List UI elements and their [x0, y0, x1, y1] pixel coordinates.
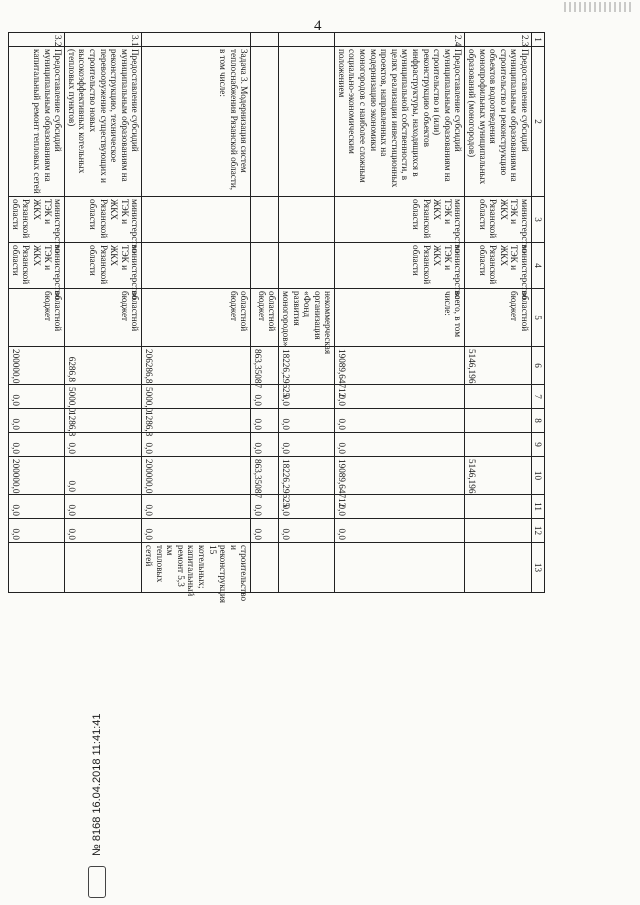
table-cell: 0,0 [9, 519, 65, 543]
table-cell: областной бюджет [251, 289, 279, 347]
header-cell: 5 [532, 289, 545, 347]
table-cell: 0,0 [9, 409, 65, 433]
table-cell: 5000,0 [65, 385, 142, 409]
table-cell: 863,35087 [251, 457, 279, 495]
table-cell: 18226,29625 [279, 457, 335, 495]
table-cell: 0,0 [251, 409, 279, 433]
table-cell: 200000,0 [9, 457, 65, 495]
table-cell: 0,0 [142, 519, 251, 543]
header-cell: 13 [532, 543, 545, 593]
table-cell: 200000,0 [9, 347, 65, 385]
row-number-cell: 3.1 [65, 33, 142, 47]
table-cell: 0,0 [279, 495, 335, 519]
table-cell [251, 243, 279, 289]
row-description-cell [251, 47, 279, 197]
table-cell: министерство ТЭК и ЖКХ Рязанской области [9, 197, 65, 243]
table-cell: 0,0 [9, 385, 65, 409]
row-number-cell [279, 33, 335, 47]
table-cell: 0,0 [65, 457, 142, 495]
registration-footer [86, 598, 108, 898]
table-cell [465, 543, 532, 593]
row-description-cell: Предоставление субсидий муниципальным образованиям на строительство и (или) реконструкцию объектов инфраструктуры, находящихся в муниципальной собственности, в целях реализации инвестиционных проектов, направленных на модернизацию экономики моногородов с наиболее сложным социально-экономическим положением [335, 47, 465, 197]
table-cell: министерство ТЭК и ЖКХ Рязанской области [335, 243, 465, 289]
table-cell [465, 519, 532, 543]
header-cell: 9 [532, 433, 545, 457]
header-cell: 1 [532, 33, 545, 47]
table-cell [465, 409, 532, 433]
header-cell: 10 [532, 457, 545, 495]
table-cell: 18226,29625 [279, 347, 335, 385]
table-cell: 0,0 [279, 409, 335, 433]
header-cell: 3 [532, 197, 545, 243]
row-number-cell [142, 33, 251, 47]
table-cell: 0,0 [142, 433, 251, 457]
table-cell: 0,0 [279, 433, 335, 457]
table-cell: 0,0 [335, 495, 465, 519]
table-cell: областной бюджет [142, 289, 251, 347]
table-cell: 0,0 [335, 385, 465, 409]
table-cell: 200000,0 [142, 457, 251, 495]
table-cell: некоммерческая организация «Фонд развития моногородов» [279, 289, 335, 347]
table-cell: 863,35087 [251, 347, 279, 385]
registration-stamp [88, 866, 106, 898]
table-cell: 0,0 [9, 433, 65, 457]
table-cell: 0,0 [65, 495, 142, 519]
table-cell: областной бюджет [65, 289, 142, 347]
table-cell: строительство и реконструкция 15 котельных; капитальный ремонт 5,3 км тепловых сетей [142, 543, 251, 593]
table-cell [335, 543, 465, 593]
table-cell: 0,0 [9, 495, 65, 519]
table-cell: 1286,8 [142, 409, 251, 433]
header-cell: 2 [532, 47, 545, 197]
table-cell [251, 197, 279, 243]
table-cell: 0,0 [335, 519, 465, 543]
table-cell [142, 243, 251, 289]
row-number-cell: 2.4 [335, 33, 465, 47]
table-cell: 6286,8 [65, 347, 142, 385]
table-cell [251, 543, 279, 593]
table-cell [279, 197, 335, 243]
row-description-cell: Задача 3. Модернизация систем теплоснабжения Рязанской области, в том числе: [142, 47, 251, 197]
table-row [335, 33, 465, 593]
table-row [465, 33, 532, 593]
table-cell [9, 543, 65, 593]
table-cell [279, 543, 335, 593]
table-cell: 1286,8 [65, 409, 142, 433]
registration-number: № 8168 16.04.2018 11:41:41 [91, 713, 103, 856]
document-table-area [10, 32, 545, 603]
table-cell: министерство ТЭК и ЖКХ Рязанской области [465, 243, 532, 289]
table-cell: 5146,196 [465, 457, 532, 495]
table-body [9, 33, 532, 603]
table-row [142, 33, 251, 593]
table-row [9, 33, 65, 593]
table-cell [142, 197, 251, 243]
row-number-cell: 2.3 [465, 33, 532, 47]
table-cell: областной бюджет [465, 289, 532, 347]
table-cell: всего, в том числе: [335, 289, 465, 347]
table-cell: 5000,0 [142, 385, 251, 409]
table-cell: 0,0 [251, 495, 279, 519]
header-cell: 4 [532, 243, 545, 289]
table-cell [65, 543, 142, 593]
table-cell: 0,0 [335, 409, 465, 433]
table-cell: 0,0 [251, 519, 279, 543]
header-cell: 6 [532, 347, 545, 385]
row-description-cell: Предоставление субсидий муниципальным образованиям на реконструкцию, техническое перевооружение существующих и строительство новых высокоэффективных котельных (тепловых пунктов) [65, 47, 142, 197]
table-cell [279, 243, 335, 289]
row-description-cell [279, 47, 335, 197]
table-row [251, 33, 279, 593]
page-number: 4 [314, 18, 322, 34]
scan-edge-noise [564, 2, 634, 12]
table-cell: министерство ТЭК и ЖКХ Рязанской области [335, 197, 465, 243]
program-table [8, 32, 545, 603]
table-cell: 5146,196 [465, 347, 532, 385]
table-cell: 206286,8 [142, 347, 251, 385]
table-cell: 19089,64712 [335, 347, 465, 385]
table-row [65, 33, 142, 593]
table-cell: министерство ТЭК и ЖКХ Рязанской области [65, 197, 142, 243]
table-cell: министерство ТЭК и ЖКХ Рязанской области [9, 243, 65, 289]
table-cell: 0,0 [65, 519, 142, 543]
header-cell: 11 [532, 495, 545, 519]
table-cell: 0,0 [251, 385, 279, 409]
table-cell: 0,0 [335, 433, 465, 457]
table-cell: министерство ТЭК и ЖКХ Рязанской области [465, 197, 532, 243]
table-cell [465, 495, 532, 519]
header-cell: 7 [532, 385, 545, 409]
table-cell: министерство ТЭК и ЖКХ Рязанской области [65, 243, 142, 289]
rotated-table-container [10, 32, 545, 603]
table-cell: 0,0 [142, 495, 251, 519]
table-cell: областной бюджет [9, 289, 65, 347]
table-cell: 0,0 [251, 433, 279, 457]
table-cell [465, 385, 532, 409]
header-cell: 12 [532, 519, 545, 543]
table-row [279, 33, 335, 593]
table-cell: 0,0 [279, 385, 335, 409]
table-cell [465, 433, 532, 457]
row-number-cell [251, 33, 279, 47]
row-description-cell: Предоставление субсидий муниципальным образованиям на капитальный ремонт тепловых сетей [9, 47, 65, 197]
table-cell: 19089,64712 [335, 457, 465, 495]
table-cell: 0,0 [65, 433, 142, 457]
row-description-cell: Предоставление субсидий муниципальным образованиям на строительство и реконструкцию объектов водоотведения монопрофильных муниципальных образований (моногородов) [465, 47, 532, 197]
header-row [532, 33, 545, 593]
row-number-cell: 3.2 [9, 33, 65, 47]
header-cell: 8 [532, 409, 545, 433]
table-cell: 0,0 [279, 519, 335, 543]
